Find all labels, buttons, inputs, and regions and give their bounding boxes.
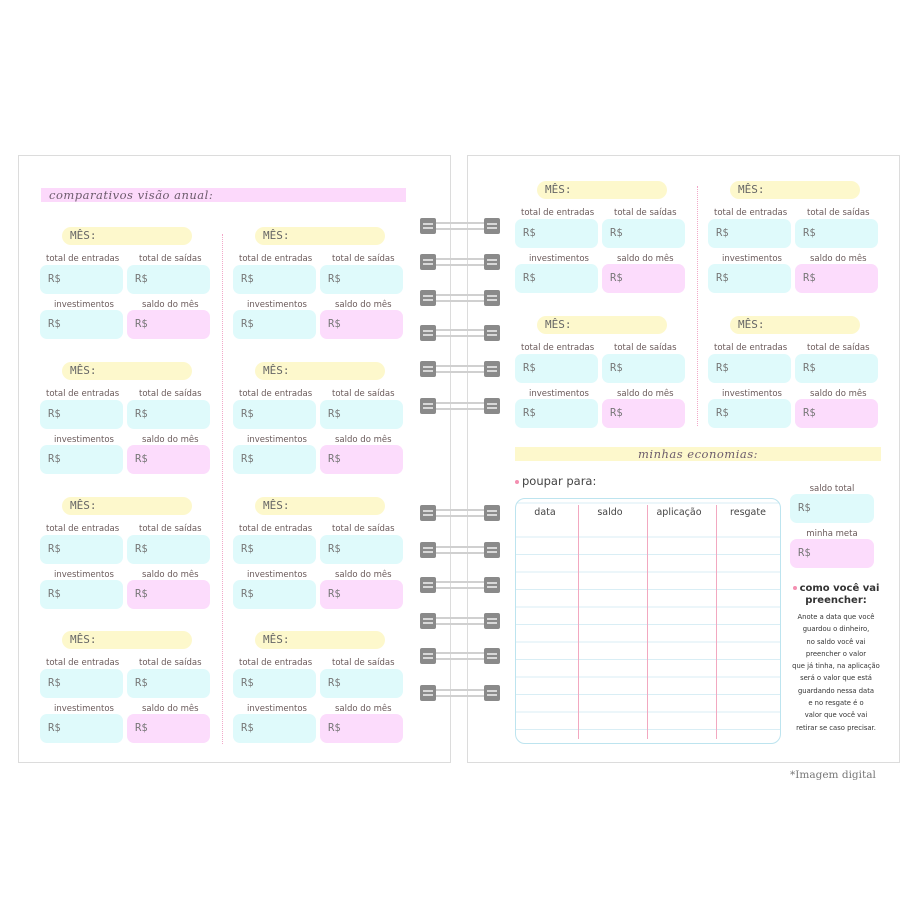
- saldo-total-field[interactable]: R$: [790, 494, 874, 523]
- entradas-label: total de entradas: [239, 389, 313, 399]
- mes-label[interactable]: MÊS:: [537, 316, 667, 334]
- column-line: [647, 505, 648, 739]
- saidas-field[interactable]: R$: [127, 265, 210, 294]
- column-divider: [222, 234, 223, 744]
- entradas-field[interactable]: R$: [40, 400, 123, 429]
- saldo-field[interactable]: R$: [602, 399, 685, 428]
- saldo-field[interactable]: R$: [127, 580, 210, 609]
- saldo-field[interactable]: R$: [795, 399, 878, 428]
- binding-ring: [420, 648, 500, 664]
- saidas-label: total de saídas: [614, 343, 677, 353]
- column-divider: [697, 186, 698, 426]
- entradas-field[interactable]: R$: [515, 219, 598, 248]
- saidas-field[interactable]: R$: [320, 669, 403, 698]
- mes-label[interactable]: MÊS:: [255, 631, 385, 649]
- binding-ring: [420, 254, 500, 270]
- saidas-field[interactable]: R$: [127, 535, 210, 564]
- saidas-field[interactable]: R$: [602, 219, 685, 248]
- investimentos-label: investimentos: [247, 300, 307, 310]
- binding-ring: [420, 505, 500, 521]
- investimentos-label: investimentos: [54, 570, 114, 580]
- saldo-label: saldo do mês: [335, 300, 392, 310]
- entradas-field[interactable]: R$: [233, 535, 316, 564]
- entradas-label: total de entradas: [714, 208, 788, 218]
- entradas-label: total de entradas: [46, 389, 120, 399]
- saidas-field[interactable]: R$: [795, 354, 878, 383]
- entradas-label: total de entradas: [46, 524, 120, 534]
- instruction-line: e no resgate é o: [808, 699, 864, 708]
- saldo-label: saldo do mês: [335, 435, 392, 445]
- saldo-label: saldo do mês: [142, 300, 199, 310]
- saidas-field[interactable]: R$: [602, 354, 685, 383]
- right-page: [467, 155, 900, 763]
- instruction-line: guardou o dinheiro,: [802, 625, 870, 634]
- poupar-para-label: poupar para:: [515, 474, 596, 488]
- saldo-label: saldo do mês: [810, 254, 867, 264]
- binding-ring: [420, 613, 500, 629]
- col-header-resgate: resgate: [730, 507, 766, 518]
- saidas-label: total de saídas: [332, 389, 395, 399]
- entradas-field[interactable]: R$: [233, 265, 316, 294]
- instruction-line: será o valor que está: [800, 674, 872, 683]
- mes-label[interactable]: MÊS:: [255, 497, 385, 515]
- saldo-field[interactable]: R$: [127, 310, 210, 339]
- saldo-field[interactable]: R$: [127, 714, 210, 743]
- entradas-field[interactable]: R$: [40, 265, 123, 294]
- instruction-line: retirar se caso precisar.: [796, 723, 876, 732]
- investimentos-field[interactable]: R$: [515, 264, 598, 293]
- investimentos-field[interactable]: R$: [233, 714, 316, 743]
- saidas-label: total de saídas: [807, 343, 870, 353]
- saldo-label: saldo do mês: [335, 704, 392, 714]
- economias-title: minhas economias:: [515, 447, 881, 461]
- investimentos-label: investimentos: [529, 389, 589, 399]
- saidas-field[interactable]: R$: [127, 400, 210, 429]
- saldo-label: saldo do mês: [142, 570, 199, 580]
- mes-label[interactable]: MÊS:: [62, 497, 192, 515]
- binding-ring: [420, 398, 500, 414]
- investimentos-label: investimentos: [722, 254, 782, 264]
- mes-label[interactable]: MÊS:: [62, 631, 192, 649]
- investimentos-label: investimentos: [722, 389, 782, 399]
- binding-ring: [420, 685, 500, 701]
- column-line: [578, 505, 579, 739]
- binding-ring: [420, 218, 500, 234]
- mes-label[interactable]: MÊS:: [730, 316, 860, 334]
- investimentos-label: investimentos: [54, 435, 114, 445]
- mes-label[interactable]: MÊS:: [537, 181, 667, 199]
- bullet-icon: [515, 480, 519, 484]
- saldo-label: saldo do mês: [142, 704, 199, 714]
- saldo-label: saldo do mês: [335, 570, 392, 580]
- saidas-label: total de saídas: [139, 524, 202, 534]
- investimentos-label: investimentos: [247, 435, 307, 445]
- investimentos-label: investimentos: [54, 704, 114, 714]
- saldo-label: saldo do mês: [810, 389, 867, 399]
- caption: *Imagem digital: [790, 769, 876, 781]
- investimentos-label: investimentos: [54, 300, 114, 310]
- binding-ring: [420, 325, 500, 341]
- instructions-text: [786, 611, 886, 734]
- left-page: [18, 155, 451, 763]
- entradas-field[interactable]: R$: [40, 669, 123, 698]
- savings-table[interactable]: [515, 498, 781, 744]
- minha-meta-label: minha meta: [806, 529, 858, 539]
- investimentos-field[interactable]: R$: [233, 445, 316, 474]
- investimentos-field[interactable]: R$: [708, 264, 791, 293]
- instruction-line: Anote a data que você: [797, 613, 875, 621]
- saidas-label: total de saídas: [332, 524, 395, 534]
- investimentos-field[interactable]: R$: [233, 580, 316, 609]
- investimentos-field[interactable]: R$: [515, 399, 598, 428]
- saidas-field[interactable]: R$: [320, 400, 403, 429]
- binding-ring: [420, 577, 500, 593]
- entradas-field[interactable]: R$: [40, 535, 123, 564]
- saldo-field[interactable]: R$: [320, 445, 403, 474]
- investimentos-field[interactable]: R$: [40, 310, 123, 339]
- binding-ring: [420, 290, 500, 306]
- investimentos-label: investimentos: [247, 704, 307, 714]
- instruction-line: valor que você vai: [804, 711, 868, 720]
- investimentos-field[interactable]: R$: [40, 580, 123, 609]
- saldo-label: saldo do mês: [142, 435, 199, 445]
- minha-meta-field[interactable]: R$: [790, 539, 874, 568]
- instruction-line: preencher o valor: [805, 649, 867, 658]
- entradas-label: total de entradas: [46, 658, 120, 668]
- saidas-field[interactable]: R$: [795, 219, 878, 248]
- binding-ring: [420, 542, 500, 558]
- entradas-label: total de entradas: [239, 658, 313, 668]
- saldo-field[interactable]: R$: [602, 264, 685, 293]
- saidas-field[interactable]: R$: [320, 535, 403, 564]
- investimentos-label: investimentos: [247, 570, 307, 580]
- binding-ring: [420, 361, 500, 377]
- mes-label[interactable]: MÊS:: [255, 362, 385, 380]
- entradas-label: total de entradas: [239, 524, 313, 534]
- investimentos-field[interactable]: R$: [40, 714, 123, 743]
- instruction-line: que já tinha, na aplicação: [792, 662, 880, 671]
- saidas-label: total de saídas: [139, 254, 202, 264]
- page-title: comparativos visão anual:: [41, 188, 406, 202]
- entradas-field[interactable]: R$: [515, 354, 598, 383]
- investimentos-field[interactable]: R$: [708, 399, 791, 428]
- saldo-field[interactable]: R$: [320, 310, 403, 339]
- saldo-field[interactable]: R$: [795, 264, 878, 293]
- entradas-field[interactable]: R$: [708, 219, 791, 248]
- howto-title: como você vai preencher:: [786, 583, 886, 607]
- saldo-label: saldo do mês: [617, 254, 674, 264]
- col-header-data: data: [534, 507, 556, 518]
- entradas-label: total de entradas: [239, 254, 313, 264]
- column-line: [716, 505, 717, 739]
- saldo-field[interactable]: R$: [320, 580, 403, 609]
- investimentos-field[interactable]: R$: [40, 445, 123, 474]
- saidas-field[interactable]: R$: [320, 265, 403, 294]
- saidas-label: total de saídas: [807, 208, 870, 218]
- saldo-total-label: saldo total: [809, 484, 855, 494]
- bullet-icon: [793, 586, 797, 590]
- col-header-saldo: saldo: [597, 507, 623, 518]
- investimentos-field[interactable]: R$: [233, 310, 316, 339]
- entradas-field[interactable]: R$: [233, 669, 316, 698]
- instruction-line: no saldo você vai: [806, 637, 866, 646]
- saidas-field[interactable]: R$: [127, 669, 210, 698]
- entradas-label: total de entradas: [521, 343, 595, 353]
- saidas-label: total de saídas: [332, 658, 395, 668]
- mes-label[interactable]: MÊS:: [62, 362, 192, 380]
- saidas-label: total de saídas: [332, 254, 395, 264]
- saidas-label: total de saídas: [614, 208, 677, 218]
- entradas-field[interactable]: R$: [708, 354, 791, 383]
- mes-label[interactable]: MÊS:: [730, 181, 860, 199]
- investimentos-label: investimentos: [529, 254, 589, 264]
- saidas-label: total de saídas: [139, 389, 202, 399]
- entradas-field[interactable]: R$: [233, 400, 316, 429]
- saldo-field[interactable]: R$: [320, 714, 403, 743]
- mes-label[interactable]: MÊS:: [255, 227, 385, 245]
- entradas-label: total de entradas: [521, 208, 595, 218]
- entradas-label: total de entradas: [714, 343, 788, 353]
- mes-label[interactable]: MÊS:: [62, 227, 192, 245]
- saldo-field[interactable]: R$: [127, 445, 210, 474]
- saidas-label: total de saídas: [139, 658, 202, 668]
- instruction-line: guardando nessa data: [797, 686, 875, 695]
- col-header-aplicacao: aplicação: [656, 507, 702, 518]
- entradas-label: total de entradas: [46, 254, 120, 264]
- saldo-label: saldo do mês: [617, 389, 674, 399]
